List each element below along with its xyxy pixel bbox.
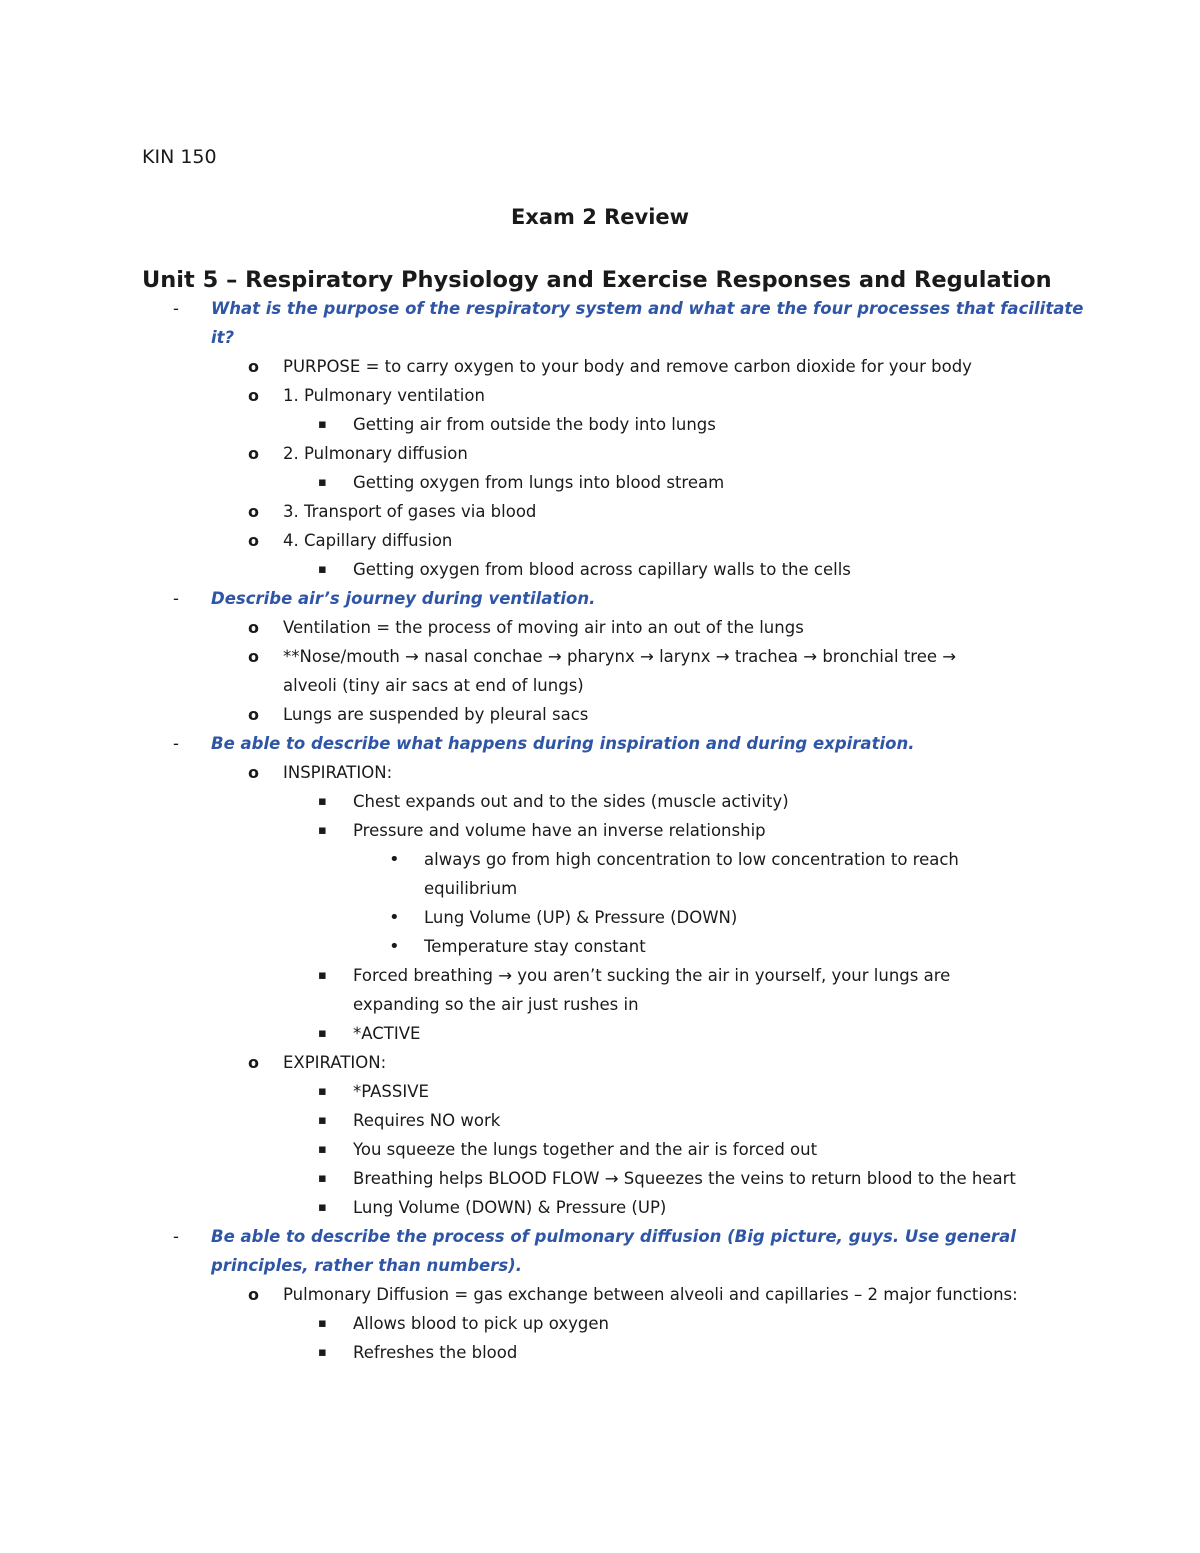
bullet-marker: - — [173, 1227, 179, 1246]
bullet-marker: • — [389, 849, 400, 870]
page-title: Exam 2 Review — [510, 205, 690, 229]
outline-item — [0, 410, 1200, 439]
question-line — [0, 294, 1200, 323]
outline-item — [0, 1338, 1200, 1367]
item-text: Breathing helps BLOOD FLOW → Squeezes the veins to return blood to the heart — [353, 1169, 1016, 1188]
item-text: Getting oxygen from lungs into blood stream — [353, 473, 725, 492]
item-text: Forced breathing → you aren’t sucking the air in yourself, your lungs are — [353, 966, 951, 985]
item-text: alveoli (tiny air sacs at end of lungs) — [283, 676, 584, 695]
item-text: 1. Pulmonary ventilation — [283, 386, 485, 405]
question-line — [0, 584, 1200, 613]
course-code: KIN 150 — [142, 146, 217, 168]
bullet-marker: ▪ — [318, 1316, 327, 1331]
outline-item — [0, 1019, 1200, 1048]
outline-item — [0, 526, 1200, 555]
question-text: Describe air’s journey during ventilation. — [211, 589, 596, 608]
question-line — [0, 1251, 1200, 1280]
outline-item — [0, 1193, 1200, 1222]
bullet-marker: o — [248, 386, 259, 405]
bullet-marker: ▪ — [318, 794, 327, 809]
review-outline — [0, 294, 1200, 1367]
outline-item — [0, 1309, 1200, 1338]
outline-item — [0, 468, 1200, 497]
bullet-marker: ▪ — [318, 562, 327, 577]
question-text: it? — [211, 328, 235, 347]
bullet-marker: o — [248, 705, 259, 724]
outline-item — [0, 555, 1200, 584]
bullet-marker: ▪ — [318, 1142, 327, 1157]
bullet-marker: - — [173, 734, 179, 753]
item-text: *PASSIVE — [353, 1082, 429, 1101]
item-text: always go from high concentration to low concentration to reach — [424, 850, 959, 869]
question-text: What is the purpose of the respiratory system and what are the four processes that facilitate — [211, 299, 1084, 318]
outline-item — [0, 787, 1200, 816]
outline-item — [0, 961, 1200, 990]
item-text: Lung Volume (DOWN) & Pressure (UP) — [353, 1198, 667, 1217]
item-text: Chest expands out and to the sides (muscle activity) — [353, 792, 789, 811]
item-text: Getting oxygen from blood across capillary walls to the cells — [353, 560, 851, 579]
outline-item — [0, 816, 1200, 845]
bullet-marker: o — [248, 502, 259, 521]
item-text: equilibrium — [424, 879, 518, 898]
outline-item — [0, 1280, 1200, 1309]
outline-item — [0, 1106, 1200, 1135]
outline-item — [0, 990, 1200, 1019]
unit-heading: Unit 5 – Respiratory Physiology and Exercise Responses and Regulation — [142, 267, 1052, 293]
bullet-marker: o — [248, 618, 259, 637]
item-text: Pressure and volume have an inverse relationship — [353, 821, 766, 840]
outline-item — [0, 1164, 1200, 1193]
bullet-marker: o — [248, 1053, 259, 1072]
item-text: Lungs are suspended by pleural sacs — [283, 705, 589, 724]
item-text: 3. Transport of gases via blood — [283, 502, 537, 521]
outline-item — [0, 903, 1200, 932]
outline-item — [0, 700, 1200, 729]
item-text: Getting air from outside the body into lungs — [353, 415, 716, 434]
bullet-marker: ▪ — [318, 1084, 327, 1099]
outline-item — [0, 758, 1200, 787]
bullet-marker: ▪ — [318, 968, 327, 983]
outline-item — [0, 932, 1200, 961]
outline-item — [0, 439, 1200, 468]
bullet-marker: ▪ — [318, 1026, 327, 1041]
bullet-marker: o — [248, 531, 259, 550]
bullet-marker: o — [248, 357, 259, 376]
question-line — [0, 1222, 1200, 1251]
outline-item — [0, 845, 1200, 874]
item-text: 4. Capillary diffusion — [283, 531, 453, 550]
bullet-marker: ▪ — [318, 475, 327, 490]
item-text: 2. Pulmonary diffusion — [283, 444, 468, 463]
item-text: EXPIRATION: — [283, 1053, 387, 1072]
item-text: Lung Volume (UP) & Pressure (DOWN) — [424, 908, 738, 927]
bullet-marker: - — [173, 299, 179, 318]
item-text: **Nose/mouth → nasal conchae → pharynx → larynx → trachea → bronchial tree → — [283, 647, 957, 666]
outline-item — [0, 613, 1200, 642]
question-text: Be able to describe what happens during inspiration and during expiration. — [211, 734, 915, 753]
item-text: expanding so the air just rushes in — [353, 995, 639, 1014]
question-text: Be able to describe the process of pulmonary diffusion (Big picture, guys. Use general — [211, 1227, 1016, 1246]
bullet-marker: o — [248, 444, 259, 463]
bullet-marker: o — [248, 1285, 259, 1304]
bullet-marker: ▪ — [318, 1345, 327, 1360]
outline-item — [0, 381, 1200, 410]
bullet-marker: o — [248, 647, 259, 666]
outline-item — [0, 1077, 1200, 1106]
item-text: You squeeze the lungs together and the air is forced out — [353, 1140, 818, 1159]
outline-item — [0, 352, 1200, 381]
outline-item — [0, 874, 1200, 903]
bullet-marker: - — [173, 589, 179, 608]
bullet-marker: ▪ — [318, 1171, 327, 1186]
bullet-marker: o — [248, 763, 259, 782]
bullet-marker: ▪ — [318, 1200, 327, 1215]
bullet-marker: ▪ — [318, 823, 327, 838]
item-text: Pulmonary Diffusion = gas exchange between alveoli and capillaries – 2 major functions: — [283, 1285, 1018, 1304]
outline-item — [0, 671, 1200, 700]
item-text: INSPIRATION: — [283, 763, 393, 782]
question-text: principles, rather than numbers). — [211, 1256, 522, 1275]
item-text: Ventilation = the process of moving air into an out of the lungs — [283, 618, 804, 637]
item-text: *ACTIVE — [353, 1024, 421, 1043]
bullet-marker: • — [389, 907, 400, 928]
outline-item — [0, 1048, 1200, 1077]
outline-item — [0, 642, 1200, 671]
bullet-marker: • — [389, 936, 400, 957]
item-text: PURPOSE = to carry oxygen to your body and remove carbon dioxide for your body — [283, 357, 972, 376]
outline-item — [0, 497, 1200, 526]
question-line — [0, 323, 1200, 352]
item-text: Requires NO work — [353, 1111, 501, 1130]
outline-item — [0, 1135, 1200, 1164]
bullet-marker: ▪ — [318, 1113, 327, 1128]
item-text: Refreshes the blood — [353, 1343, 518, 1362]
bullet-marker: ▪ — [318, 417, 327, 432]
question-line — [0, 729, 1200, 758]
item-text: Allows blood to pick up oxygen — [353, 1314, 609, 1333]
item-text: Temperature stay constant — [424, 937, 646, 956]
